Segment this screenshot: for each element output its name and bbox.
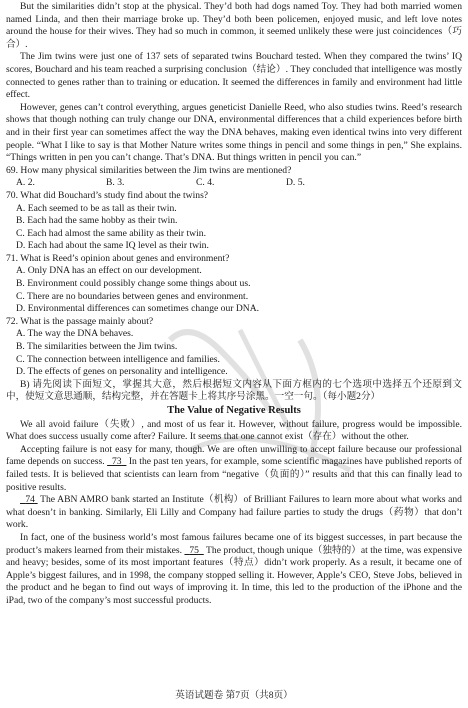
question-69 [6,165,462,190]
options-row [16,177,462,190]
option: D. The effects of genes on personality and intelligence. [16,366,228,378]
option: B. Environment could possibly change some things about us. [16,278,251,290]
passage-paragraph: The Jim twins were just one of 137 sets of separated twins Bouchard tested. When they compared the twins’ IQ scores, Bouchard and his team reached a surprising conclusion（结论）. They concluded that intelligence was mostly connected to genes rather than to training or education. It seemed the differences in family and environment had little effect. [6,51,462,101]
option: C. There are no boundaries between genes and environment. [16,290,249,302]
option: B. 3. [106,177,125,189]
passage-paragraph: However, genes can’t control everything, argues geneticist Danielle Reed, who also studies twins. Reed’s research shows that though nothing can truly change our DNA, environmental differences that a child experiences before birth and in their first year can sometimes affect the way the DNA behaves, making even identical twins into very different people. “What I like to say is that Mother Nature writes some things in pencil and some things in pen,” She explains. “Things written in pen you can’t change. That’s DNA. But things written in pencil you can.” [6,101,462,164]
passage-title: The Value of Negative Results [167,405,301,416]
option: A. Each seemed to be as tall as their twin. [16,202,177,214]
option: A. The way the DNA behaves. [16,328,134,340]
blank-73: 73 [111,456,122,468]
text: In fact, one of the business world’s most famous failures became one of its biggest successes, in part because the product’s makers learned from their mistakes. [6,531,462,556]
option: D. Environmental differences can sometimes change our DNA. [16,303,260,315]
exam-page [6,1,462,608]
option: A. 2. [16,177,35,189]
option: B. The similarities between the Jim twins. [16,341,178,353]
option: A. Only DNA has an effect on our development. [16,265,202,277]
option: D. 5. [286,177,305,189]
blank-75: 75 [189,544,199,556]
question-71 [6,253,462,316]
passage-paragraph [6,532,462,608]
blank-74: 74 [25,494,35,506]
option: C. The connection between intelligence and families. [16,353,220,365]
question-stem: 70. What did Bouchard’s study find about the twins? [6,189,209,201]
question-stem: 72. What is the passage mainly about? [6,315,154,327]
passage-paragraph: But the similarities didn’t stop at the physical. They’d both had dogs named Toy. They had both married women named Linda, and then their marriage broke up. They’d both been policemen, enjoyed music, and left love notes around the house for their wives. They had so much in common, it seemed unlikely these were just coincidences（巧合）. [6,1,462,50]
text: Accepting failure is not easy for many, though. We are often unwilling to accept failure because our professional fame depends on success. [6,443,462,468]
question-72 [6,316,462,379]
option: B. Each had the same hobby as their twin. [16,215,178,227]
question-70 [6,190,462,253]
passage-paragraph [6,444,462,494]
text: The ABN AMRO bank started an Institute（机构）of Brilliant Failures to learn more about what works and what doesn’t in banking. Similarly, Eli Lilly and Company had failure parties to study the drugs（药物）that don’t work. [6,494,462,531]
page-footer: 英语试题卷 第7页（共8页） [175,690,293,701]
option: C. Each had almost the same ability as their twin. [16,227,206,239]
section-b-instructions: B) 请先阅读下面短文，掌握其大意，然后根据短文内容从下面方框内的七个选项中选择五个还原到文中，使短文意思通顺，结构完整，并在答题卡上将其序号涂黑。一空一句。（每小题2分） [6,378,462,403]
option: D. Each had about the same IQ level as their twin. [16,240,209,252]
option: C. 4. [196,177,215,189]
question-stem: 71. What is Reed’s opinion about genes and environment? [6,252,230,264]
passage-paragraph: We all avoid failure（失败）, and most of us fear it. However, without failure, progress would be impossible. What does success usually come after? Failure. It seems that one cannot exist（存在）without the other. [6,418,462,443]
passage-paragraph [6,494,462,532]
question-stem: 69. How many physical similarities between the Jim twins are mentioned? [6,164,292,176]
text: The product, though unique（独特的）at the time, was expensive and heavy; besides, some of its most important features（特点）didn’t work properly. As a result, it became one of Apple’s biggest failures, and in 1998, the company stopped selling it. However, Apple’s CEO, Steve Jobs, believed in the product and he began to find out ways of improving it. In time, this led to the production of the iPhone and the iPad, two of the company’s most successful products. [6,544,463,606]
text: In the past ten years, for example, some scientific magazines have published reports of failed tests. It is believed that scientists can learn from “negative（负面的）” results and that this can finally lead to positive results. [6,456,462,493]
